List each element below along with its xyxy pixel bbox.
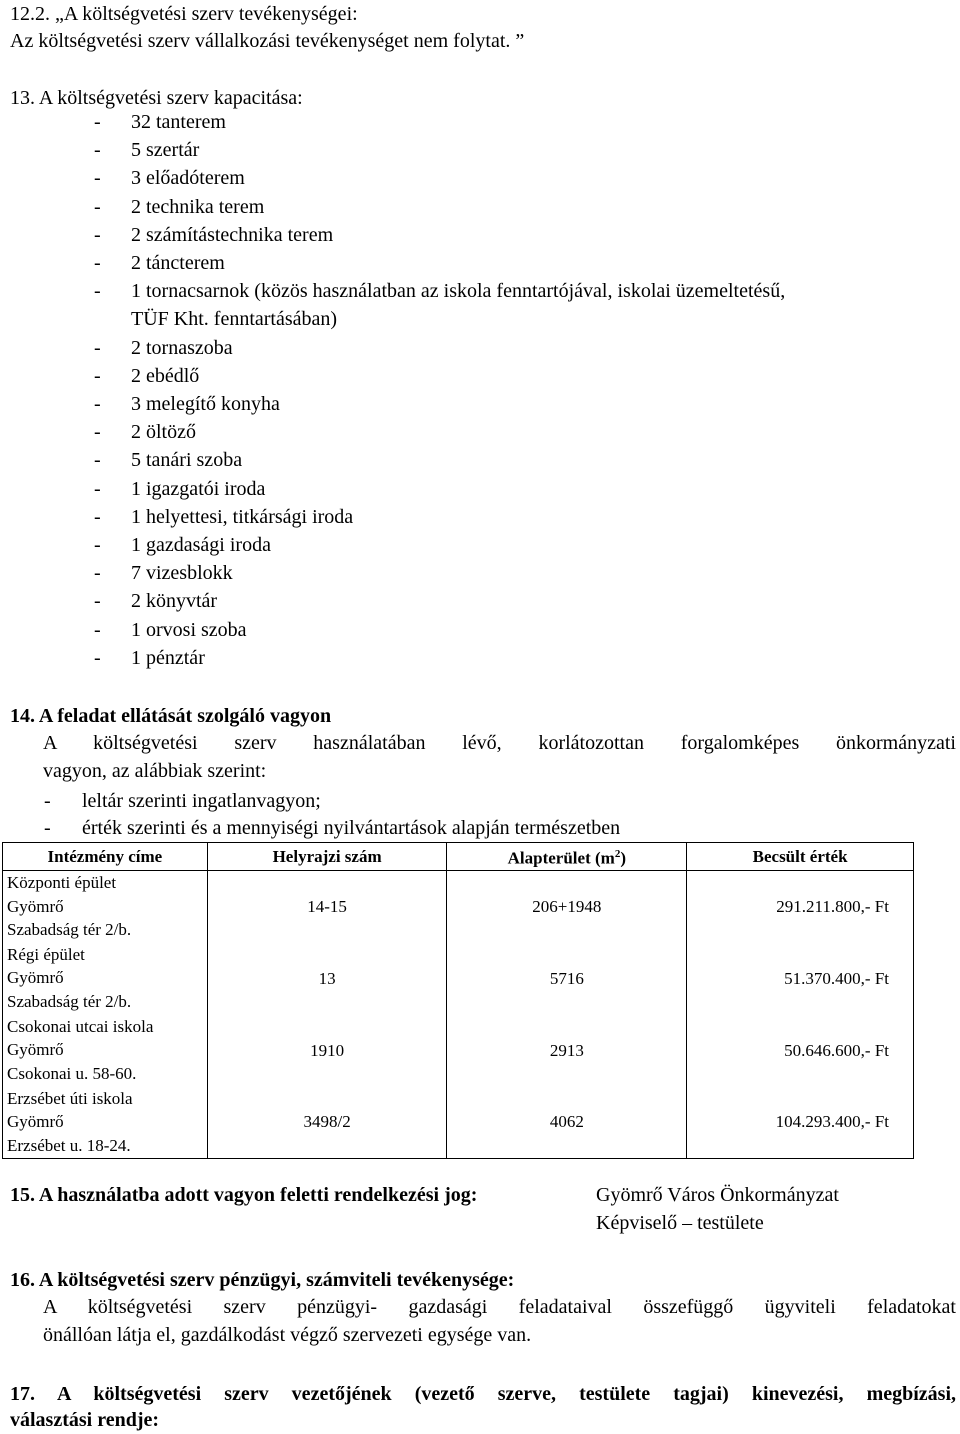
list-item-text: 2 tornaszoba [131, 336, 233, 359]
address-line: Erzsébet úti iskola [7, 1088, 133, 1108]
list-dash: - [94, 449, 101, 472]
list-item [94, 646, 205, 670]
address-line: Szabadság tér 2/b. [7, 920, 132, 940]
list-dash: - [94, 393, 101, 415]
address-line: Központi épület [7, 873, 117, 893]
col-header-address: Intézmény címe [3, 843, 208, 871]
list-dash: - [94, 421, 101, 444]
cell-value: 50.646.600,- Ft [687, 1014, 914, 1086]
list-item [131, 307, 337, 331]
list-item [94, 477, 266, 501]
cell-area: 206+1948 [447, 870, 687, 942]
list-item [94, 420, 196, 444]
list-item-text: 5 szertár [131, 139, 200, 162]
address-line: Gyömrő [7, 1040, 64, 1060]
list-item [94, 195, 265, 219]
address-line: Szabadság tér 2/b. [7, 991, 132, 1011]
section-14-title: 14. A feladat ellátását szolgáló vagyon [10, 705, 332, 727]
address-line: Erzsébet u. 18-24. [7, 1135, 131, 1155]
section-13-title: 13. A költségvetési szerv kapacitása: [10, 87, 303, 109]
list-dash: - [94, 167, 101, 190]
list-item [94, 110, 226, 134]
table-row [3, 1014, 914, 1086]
list-item [94, 251, 225, 275]
list-item-text: 3 melegítő konyha [131, 393, 280, 415]
list-item [94, 364, 200, 388]
list-item-text: 1 orvosi szoba [131, 618, 247, 641]
cell-parcel: 13 [207, 942, 447, 1014]
section-17-title: 17. A költségvetési szerv vezetőjének (vezető szerve, testülete tagjai) kinevezési, megbízási, [10, 1383, 956, 1405]
bullet-text: leltár szerinti ingatlanvagyon; [82, 790, 321, 812]
section-14-paragraph-line: A költségvetési szerv használatában lévő, korlátozottan forgalomképes önkormányzati [43, 732, 956, 754]
address-line: Csokonai utcai iskola [7, 1016, 154, 1036]
address-line: Gyömrő [7, 896, 64, 916]
list-dash: - [94, 139, 101, 162]
cell-area: 2913 [447, 1014, 687, 1086]
cell-address [3, 1086, 208, 1158]
list-dash: - [94, 534, 101, 556]
address-line: Régi épület [7, 944, 85, 964]
list-item [94, 392, 280, 416]
col-header-value: Becsült érték [687, 843, 914, 871]
cell-area: 5716 [447, 942, 687, 1014]
table-header-row [3, 843, 914, 871]
list-item [94, 138, 200, 162]
list-dash: - [94, 505, 101, 528]
section-15-title: 15. A használatba adott vagyon feletti rendelkezési jog: [10, 1184, 478, 1206]
list-item [94, 589, 218, 613]
list-item [94, 336, 233, 360]
list-item-text: 32 tanterem [131, 111, 226, 133]
section-17-title-cont: választási rendje: [10, 1409, 160, 1431]
list-item [94, 279, 786, 303]
list-dash: - [94, 618, 101, 641]
list-item [94, 166, 245, 190]
list-dash: - [94, 590, 101, 613]
list-item-text: 2 könyvtár [131, 590, 218, 613]
list-item-text: 1 helyettesi, titkársági iroda [131, 505, 354, 528]
list-item-text: 3 előadóterem [131, 167, 245, 190]
section-14-paragraph-line: vagyon, az alábbiak szerint: [43, 760, 267, 782]
section-14-paragraph [43, 729, 956, 785]
list-dash: - [94, 364, 101, 387]
section-16-paragraph-line: önállóan látja el, gazdálkodást végző szervezeti egysége van. [43, 1324, 532, 1346]
property-table [2, 842, 914, 1159]
section-12-2-text: Az költségvetési szerv vállalkozási tevékenységet nem folytat. ” [10, 30, 525, 52]
list-item [94, 505, 354, 529]
table-row [3, 942, 914, 1014]
table-row [3, 870, 914, 942]
list-item-text: 1 igazgatói iroda [131, 477, 266, 500]
table-row [3, 1086, 914, 1158]
cell-parcel: 14-15 [207, 870, 447, 942]
list-item [94, 223, 334, 247]
list-item [94, 533, 271, 557]
list-item-text: 2 ebédlő [131, 364, 200, 387]
list-item-text: 7 vizesblokk [131, 562, 233, 585]
list-dash: - [94, 223, 101, 246]
list-item-text: 1 gazdasági iroda [131, 534, 271, 556]
list-dash: - [94, 477, 101, 500]
list-item [94, 561, 233, 585]
list-dash: - [94, 646, 101, 669]
bullet-item [44, 789, 321, 813]
list-item-text: 2 táncterem [131, 252, 225, 274]
address-line: Gyömrő [7, 1112, 64, 1132]
col-header-area: Alapterület $(m^2)$ [447, 843, 687, 871]
cell-address [3, 870, 208, 942]
bullet-text: érték szerinti és a mennyiségi nyilvántartások alapján természetben [82, 817, 621, 839]
list-item-text: 1 tornacsarnok (közös használatban az iskola fenntartójával, iskolai üzemeltetésű, [131, 280, 786, 303]
list-item-text: TÜF Kht. fenntartásában) [131, 308, 338, 331]
cell-parcel: 1910 [207, 1014, 447, 1086]
list-dash: - [94, 562, 101, 585]
list-item [94, 618, 247, 642]
list-dash: - [94, 195, 101, 218]
list-dash: - [94, 252, 101, 274]
section-16-paragraph-line: A költségvetési szerv pénzügyi- gazdasági feladataival összefüggő ügyviteli feladatokat [43, 1296, 956, 1318]
section-16-title: 16. A költségvetési szerv pénzügyi, számviteli tevékenysége: [10, 1269, 515, 1291]
list-item-text: 2 öltöző [131, 421, 196, 444]
bullet-dash: - [44, 817, 51, 839]
list-item-text: 5 tanári szoba [131, 449, 243, 472]
cell-value: 104.293.400,- Ft [687, 1086, 914, 1158]
list-item [94, 448, 243, 472]
list-item-text: 1 pénztár [131, 646, 205, 669]
bullet-dash: - [44, 790, 51, 812]
section-15-owner: Gyömrő Város Önkormányzat [596, 1184, 839, 1206]
cell-area: 4062 [447, 1086, 687, 1158]
section-16-paragraph [43, 1293, 956, 1349]
cell-parcel: 3498/2 [207, 1086, 447, 1158]
address-line: Gyömrő [7, 968, 64, 988]
section-15-owner-body: Képviselő – testülete [596, 1212, 764, 1234]
list-item-text: 2 technika terem [131, 195, 265, 218]
cell-address [3, 1014, 208, 1086]
list-dash: - [94, 336, 101, 359]
col-header-parcel: Helyrajzi szám [207, 843, 447, 871]
cell-value: 291.211.800,- Ft [687, 870, 914, 942]
list-item-text: 2 számítástechnika terem [131, 223, 334, 246]
address-line: Csokonai u. 58-60. [7, 1063, 137, 1083]
list-dash: - [94, 280, 101, 303]
list-dash: - [94, 111, 101, 133]
bullet-item [44, 816, 621, 840]
cell-value: 51.370.400,- Ft [687, 942, 914, 1014]
cell-address [3, 942, 208, 1014]
section-12-2-heading: 12.2. „A költségvetési szerv tevékenységei: [10, 3, 358, 25]
